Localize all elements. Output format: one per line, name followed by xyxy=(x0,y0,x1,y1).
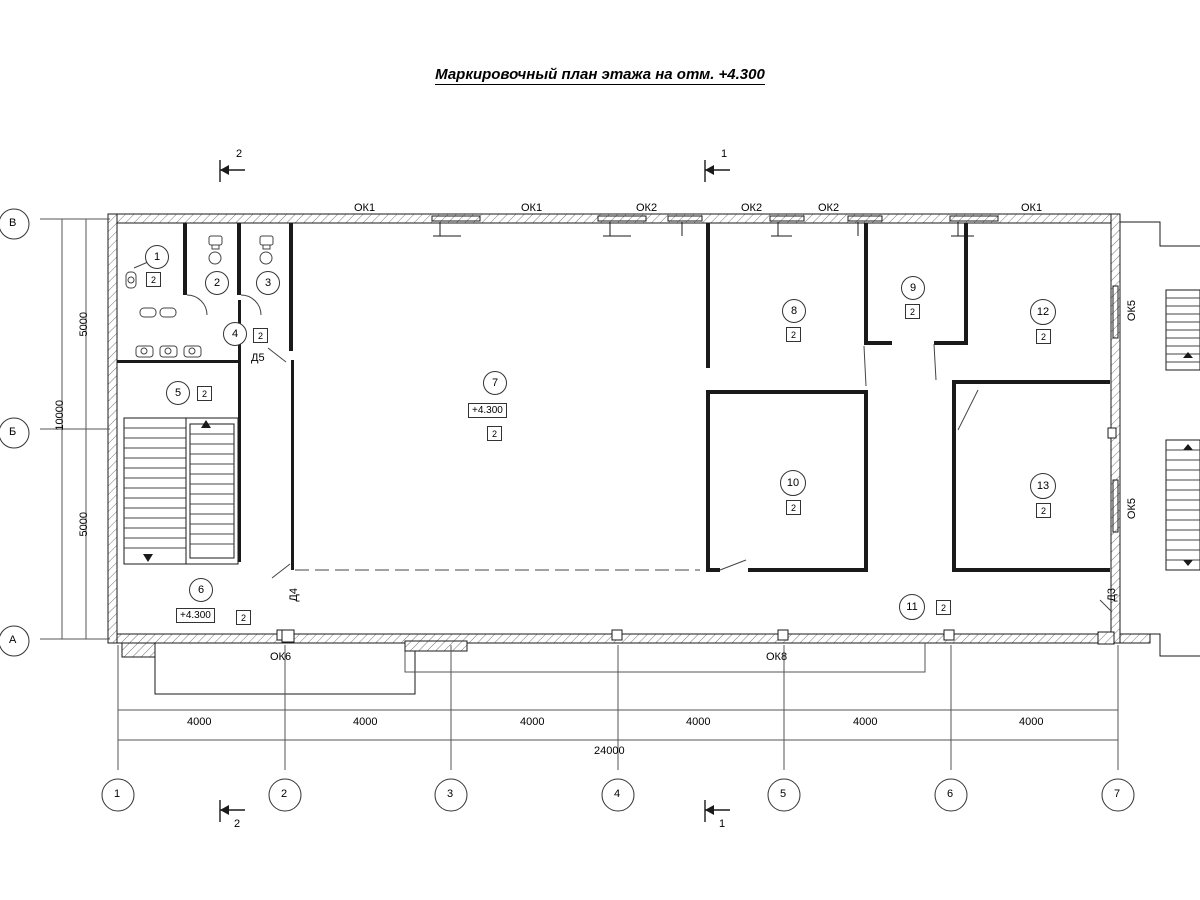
room-number: 6 xyxy=(197,584,205,596)
dimension-value: 5000 xyxy=(78,312,90,337)
room-tag xyxy=(483,371,507,395)
room-finish: 2 xyxy=(487,426,502,441)
room-number: 11 xyxy=(906,601,918,613)
axis-label-horizontal: 3 xyxy=(447,788,454,800)
room-tag xyxy=(780,470,806,496)
dimension-total: 10000 xyxy=(54,400,66,431)
dimension-value: 4000 xyxy=(686,716,711,728)
door-label: Д5 xyxy=(251,352,265,364)
window-label: ОК2 xyxy=(741,202,763,214)
room-finish: 2 xyxy=(905,304,920,319)
axis-label-vertical: А xyxy=(9,634,17,646)
room-tag xyxy=(189,578,213,602)
room-number: 3 xyxy=(264,277,272,289)
room-tag xyxy=(899,594,925,620)
window-label: ОК2 xyxy=(636,202,658,214)
room-number: 9 xyxy=(909,282,917,294)
page-title: Маркировочный план этажа на отм. +4.300 xyxy=(435,66,765,83)
section-mark-label: 1 xyxy=(721,148,728,160)
room-tag xyxy=(1030,473,1056,499)
room-tag xyxy=(782,299,806,323)
elevation-label: +4.300 xyxy=(176,608,215,623)
window-label: ОК5 xyxy=(1126,300,1138,322)
axis-label-horizontal: 1 xyxy=(114,788,121,800)
room-tag xyxy=(256,271,280,295)
room-finish: 2 xyxy=(936,600,951,615)
room-finish: 2 xyxy=(1036,503,1051,518)
window-label: ОК1 xyxy=(521,202,543,214)
room-number: 12 xyxy=(1036,306,1050,318)
room-finish: 2 xyxy=(197,386,212,401)
window-label: ОК6 xyxy=(270,651,292,663)
room-finish: 2 xyxy=(1036,329,1051,344)
section-mark-label: 2 xyxy=(236,148,243,160)
room-tag xyxy=(1030,299,1056,325)
axis-label-horizontal: 7 xyxy=(1114,788,1121,800)
room-finish: 2 xyxy=(786,500,801,515)
room-finish: 2 xyxy=(253,328,268,343)
door-label: Д4 xyxy=(288,588,300,602)
room-finish: 2 xyxy=(786,327,801,342)
room-finish: 2 xyxy=(146,272,161,287)
room-number: 4 xyxy=(231,328,239,340)
room-tag xyxy=(205,271,229,295)
axis-label-vertical: В xyxy=(9,217,17,229)
room-tag xyxy=(145,245,169,269)
elevation-label: +4.300 xyxy=(468,403,507,418)
room-tag xyxy=(166,381,190,405)
window-label: ОК5 xyxy=(1126,498,1138,520)
section-mark-label: 1 xyxy=(719,818,726,830)
section-mark-label: 2 xyxy=(234,818,241,830)
window-label: ОК1 xyxy=(354,202,376,214)
room-tag xyxy=(223,322,247,346)
dimension-total: 24000 xyxy=(594,745,625,757)
dimension-value: 4000 xyxy=(853,716,878,728)
room-number: 1 xyxy=(153,251,161,263)
room-number: 13 xyxy=(1036,480,1050,492)
room-number: 10 xyxy=(786,477,800,489)
window-label: ОК2 xyxy=(818,202,840,214)
dimension-value: 4000 xyxy=(1019,716,1044,728)
room-tag xyxy=(901,276,925,300)
axis-label-vertical: Б xyxy=(9,426,17,438)
room-number: 2 xyxy=(213,277,221,289)
dimension-value: 5000 xyxy=(78,512,90,537)
room-number: 7 xyxy=(491,377,499,389)
axis-label-horizontal: 6 xyxy=(947,788,954,800)
dimension-value: 4000 xyxy=(520,716,545,728)
room-number: 5 xyxy=(174,387,182,399)
dimension-value: 4000 xyxy=(187,716,212,728)
axis-label-horizontal: 4 xyxy=(614,788,621,800)
axis-label-horizontal: 2 xyxy=(281,788,288,800)
room-number: 8 xyxy=(790,305,798,317)
room-finish: 2 xyxy=(236,610,251,625)
door-label: Д3 xyxy=(1106,588,1118,602)
axis-label-horizontal: 5 xyxy=(780,788,787,800)
dimension-value: 4000 xyxy=(353,716,378,728)
window-label: ОК8 xyxy=(766,651,788,663)
window-label: ОК1 xyxy=(1021,202,1043,214)
